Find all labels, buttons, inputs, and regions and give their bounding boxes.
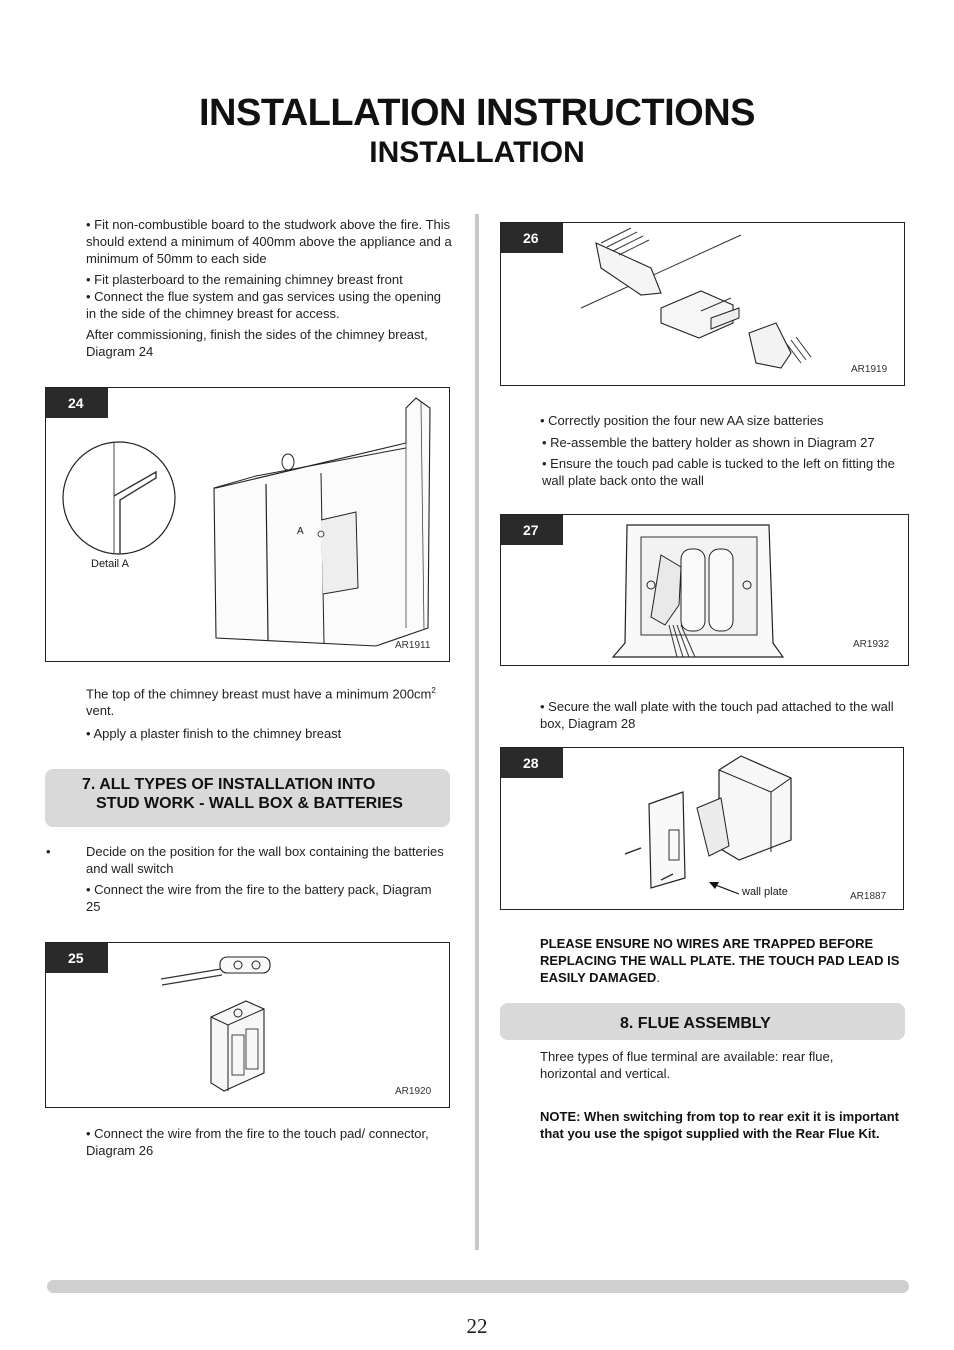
figure-code: AR1887 [850, 891, 887, 902]
vent-text-b: vent. [86, 703, 115, 719]
intro-bullet-2: • Fit plasterboard to the remaining chimney breast front [86, 272, 403, 287]
section-7-line2: STUD WORK - WALL BOX & BATTERIES [96, 795, 403, 812]
figure-number: 27 [501, 515, 563, 545]
figure-number: 24 [46, 388, 108, 418]
bullet-marker: • [46, 844, 51, 859]
intro-bullet-1: • Fit non-combustible board to the studwork above the fire. This should extend a minimum of 400mm above the appliance and a minimum of 50mm to each side [86, 217, 452, 266]
detail-label: Detail A [91, 558, 129, 570]
wall-plate-label: wall plate [742, 886, 788, 898]
page-title: INSTALLATION INSTRUCTIONS [198, 92, 756, 134]
figure-number: 28 [501, 748, 563, 778]
vent-text-a: The top of the chimney breast must have a minimum 200cm [86, 686, 432, 702]
figure-28 [500, 747, 904, 910]
wall-plate-drawing [501, 748, 902, 908]
battery-holder-drawing [501, 515, 907, 664]
section-7-line1: 7. ALL TYPES OF INSTALLATION INTO [82, 776, 376, 793]
battery-pack-bullet: • Connect the wire from the fire to the battery pack, Diagram 25 [86, 882, 432, 914]
intro-bullet-3: • Connect the flue system and gas services using the opening in the side of the chimney breast for access. [86, 289, 442, 321]
detail-marker: A [297, 526, 304, 537]
touch-pad-cable-bullet: • Ensure the touch pad cable is tucked to the left on fitting the wall plate back onto the wall [542, 456, 895, 488]
warning-note [540, 935, 902, 986]
figure-code: AR1920 [395, 1086, 432, 1097]
page-number: 22 [466, 1314, 488, 1338]
chimney-breast-drawing [46, 388, 448, 660]
figure-25 [45, 942, 450, 1108]
wall-box-paragraph: Decide on the position for the wall box containing the batteries and wall switch [86, 844, 444, 876]
column-divider [475, 214, 479, 1250]
figure-number: 25 [46, 943, 108, 973]
spigot-note: NOTE: When switching from top to rear exit it is important that you use the spigot supplied with the Rear Flue Kit. [540, 1109, 899, 1141]
touch-pad-bullet: • Connect the wire from the fire to the touch pad/ connector, Diagram 26 [86, 1126, 429, 1158]
figure-26 [500, 222, 905, 386]
figure-code: AR1911 [395, 640, 431, 651]
warning-end: . [656, 970, 660, 985]
footer-bar [47, 1280, 909, 1293]
figure-code: AR1919 [851, 364, 888, 375]
section-7-heading [45, 769, 450, 827]
battery-pack-drawing [46, 943, 448, 1106]
figure-code: AR1932 [853, 639, 890, 650]
vent-paragraph [86, 682, 446, 719]
battery-holder-bullet: • Re-assemble the battery holder as shown in Diagram 27 [542, 435, 875, 450]
page-subtitle: INSTALLATION [369, 136, 585, 169]
wall-plate-bullet: • Secure the wall plate with the touch pad attached to the wall box, Diagram 28 [540, 699, 894, 731]
section-8-heading [500, 1003, 905, 1040]
plaster-bullet: • Apply a plaster finish to the chimney breast [86, 726, 342, 741]
figure-27 [500, 514, 909, 666]
figure-number: 26 [501, 223, 563, 253]
intro-paragraph: After commissioning, finish the sides of the chimney breast, Diagram 24 [86, 327, 428, 359]
figure-24 [45, 387, 450, 662]
touch-pad-connector-drawing [501, 223, 903, 384]
vent-superscript: 2 [431, 686, 436, 695]
batteries-bullet: • Correctly position the four new AA size batteries [540, 413, 824, 428]
flue-types-paragraph: Three types of flue terminal are available: rear flue, horizontal and vertical. [540, 1049, 834, 1081]
warning-text: PLEASE ENSURE NO WIRES ARE TRAPPED BEFORE REPLACING THE WALL PLATE. THE TOUCH PAD LEAD IS EASILY DAMAGED [540, 936, 900, 985]
section-8-title: 8. FLUE ASSEMBLY [620, 1015, 771, 1032]
